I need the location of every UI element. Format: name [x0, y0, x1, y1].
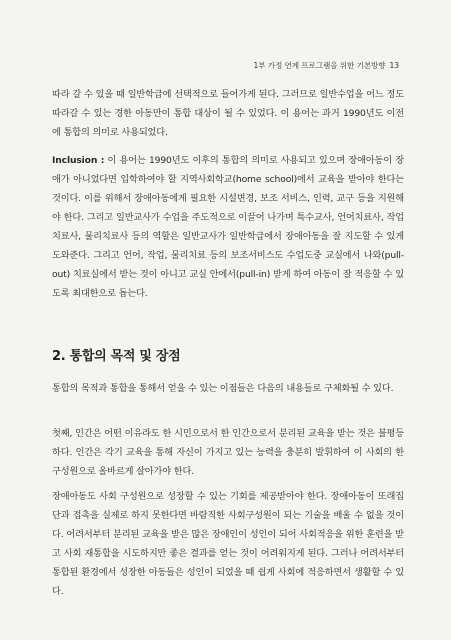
paragraph-first: [52, 424, 404, 481]
paragraph-second: [52, 487, 404, 601]
paragraph-text: 장애아동도 사회 구성원으로 성장할 수 있는 기회를 제공받아야 한다. 장애아동이 또래집단과 접촉을 실제로 하지 못한다면 바람직한 사회구성원이 되는 기술을 배울 수 없을 것이다. 어려서부터 분리된 교육을 받은 많은 장애인이 성인이 되어 사회적응을 위한 훈련을 받고 사회 재통합을 시도하지만 좋은 결과를 얻는 것이 어려워지게 된다. 그러나 어려서부터 통합된 환경에서 성장한 아동들은 성인이 되었을 때 쉽게 사회에 적응하면서 생활할 수 있다.: [52, 491, 404, 597]
paragraph-1: [52, 85, 404, 142]
page-number: 13: [389, 61, 399, 70]
paragraph-text: 첫째, 인간은 어떤 이유라도 한 시민으로서 한 인간으로서 분리된 교육을 받는 것은 불평등하다. 인간은 각기 교육을 통해 자신이 가지고 있는 능력을 충분히 발휘하여 이 사회의 한 구성원으로 올바르게 살아가야 한다.: [52, 428, 404, 477]
running-header: [253, 60, 399, 71]
term-inclusion: Inclusion :: [52, 155, 105, 166]
header-title: 1부 가정 연계 프로그램을 위한 기본방향: [253, 61, 386, 70]
paragraph-text: 통합의 목적과 통합을 통해서 얻을 수 있는 이점들은 다음의 내용들로 구체화될 수 있다.: [52, 383, 394, 394]
inclusion-definition: 이 용어는 1990년도 이후의 통합의 의미로 사용되고 있으며 장애아동이 장애가 아니었다면 입학하여야 할 지역사회학교(home school)에서 교육을 받아야 한다는 것이다. 이를 위해서 장애아동에게 필요한 시설변경, 보조 서비스, 인력, 교구 등을 지원해야 한다. 그리고 일반교사가 수업을 주도적으로 이끌어 나가며 특수교사, 언어치료사, 작업치료사, 물리치료사 등의 역할은 일반교사가 일반학급에서 장애아동을 잘 지도할 수 있게 도와준다. 그리고 언어, 작업, 물리치료 등의 보조서비스도 수업도중 교실에서 나와(pull-out) 치료실에서 받는 것이 아니고 교실 안에서(pull-in) 받게 하여 아동이 잘 적응할 수 있도록 최대한으로 돕는다.: [52, 155, 404, 299]
section-heading: 2. 통합의 목적 및 장점: [52, 349, 181, 364]
paragraph-intro: [52, 379, 404, 398]
paragraph-inclusion: [52, 151, 404, 303]
paragraph-text: [52, 151, 404, 303]
paragraph-text: 따라 갈 수 있을 때 일반학급에 선택적으로 들어가게 된다. 그러므로 일반수업을 어느 정도 따라갈 수 있는 경한 아동만이 통합 대상이 될 수 있었다. 이 용어는 과거 1990년도 이전에 통합의 의미로 사용되었다.: [52, 89, 404, 138]
